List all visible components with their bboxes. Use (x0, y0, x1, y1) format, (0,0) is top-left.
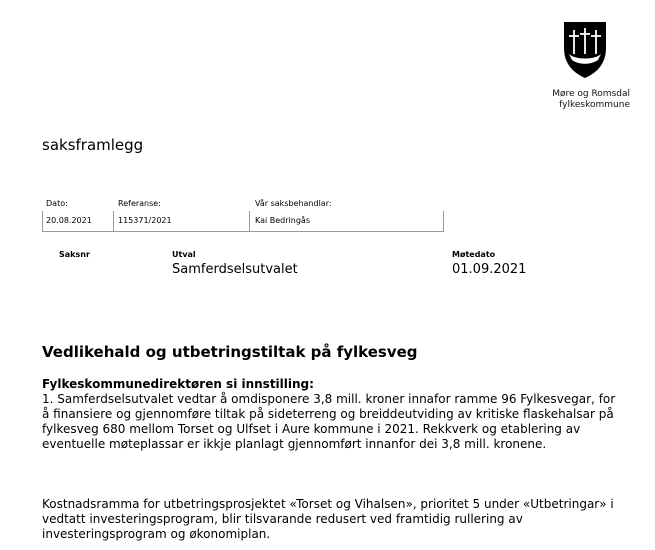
case-handler-value: Kai Bedringås (255, 216, 310, 225)
coat-of-arms-logo-icon (560, 20, 610, 80)
recommendation-heading: Fylkeskommunedirektøren si innstilling: (42, 377, 314, 391)
meta-divider (42, 211, 43, 231)
org-name-line2: fylkeskommune (559, 100, 630, 110)
date-value: 20.08.2021 (46, 216, 92, 225)
organization-name (552, 89, 630, 111)
reference-value: 115371/2021 (118, 216, 172, 225)
reference-label: Referanse: (118, 199, 161, 208)
org-name-line1: Møre og Romsdal (552, 89, 630, 99)
document-type-label: saksframlegg (42, 136, 144, 154)
recommendation-paragraph-1: 1. Samferdselsutvalet vedtar å omdisponere 3,8 mill. kroner innafor ramme 96 Fylkesvegar, for å finansiere og gjennomføre tiltak på sideterreng og breiddeutviding av kritiske flaskehalsar på fylkesveg 680 mellom Torset og Ulfset i Aure kommune i 2021. Rekkverk og etablering av eventuelle møteplassar er ikkje planlagt gjennomført innanfor dei 3,8 mill. kronene. (42, 392, 616, 451)
meta-divider (249, 211, 250, 231)
recommendation-paragraph-2: Kostnadsramma for utbetringsprosjektet «Torset og Vihalsen», prioritet 5 under «Utbetringar» i vedtatt investeringsprogram, blir tilsvarande redusert ved framtidig rullering av investeringsprogram og økonomiplan. (42, 497, 614, 541)
committee-label: Utval (172, 250, 196, 259)
document-title: Vedlikehald og utbetringstiltak på fylkesveg (42, 343, 418, 361)
saksnr-label: Saksnr (59, 250, 90, 259)
committee-value: Samferdselsutvalet (172, 262, 298, 277)
meeting-date-value: 01.09.2021 (452, 262, 527, 277)
meta-divider (443, 211, 444, 231)
case-handler-label: Vår saksbehandlar: (255, 199, 332, 208)
meta-divider (113, 211, 114, 231)
meeting-date-label: Møtedato (452, 250, 496, 259)
date-label: Dato: (46, 199, 68, 208)
meta-bottom-rule (42, 231, 444, 232)
